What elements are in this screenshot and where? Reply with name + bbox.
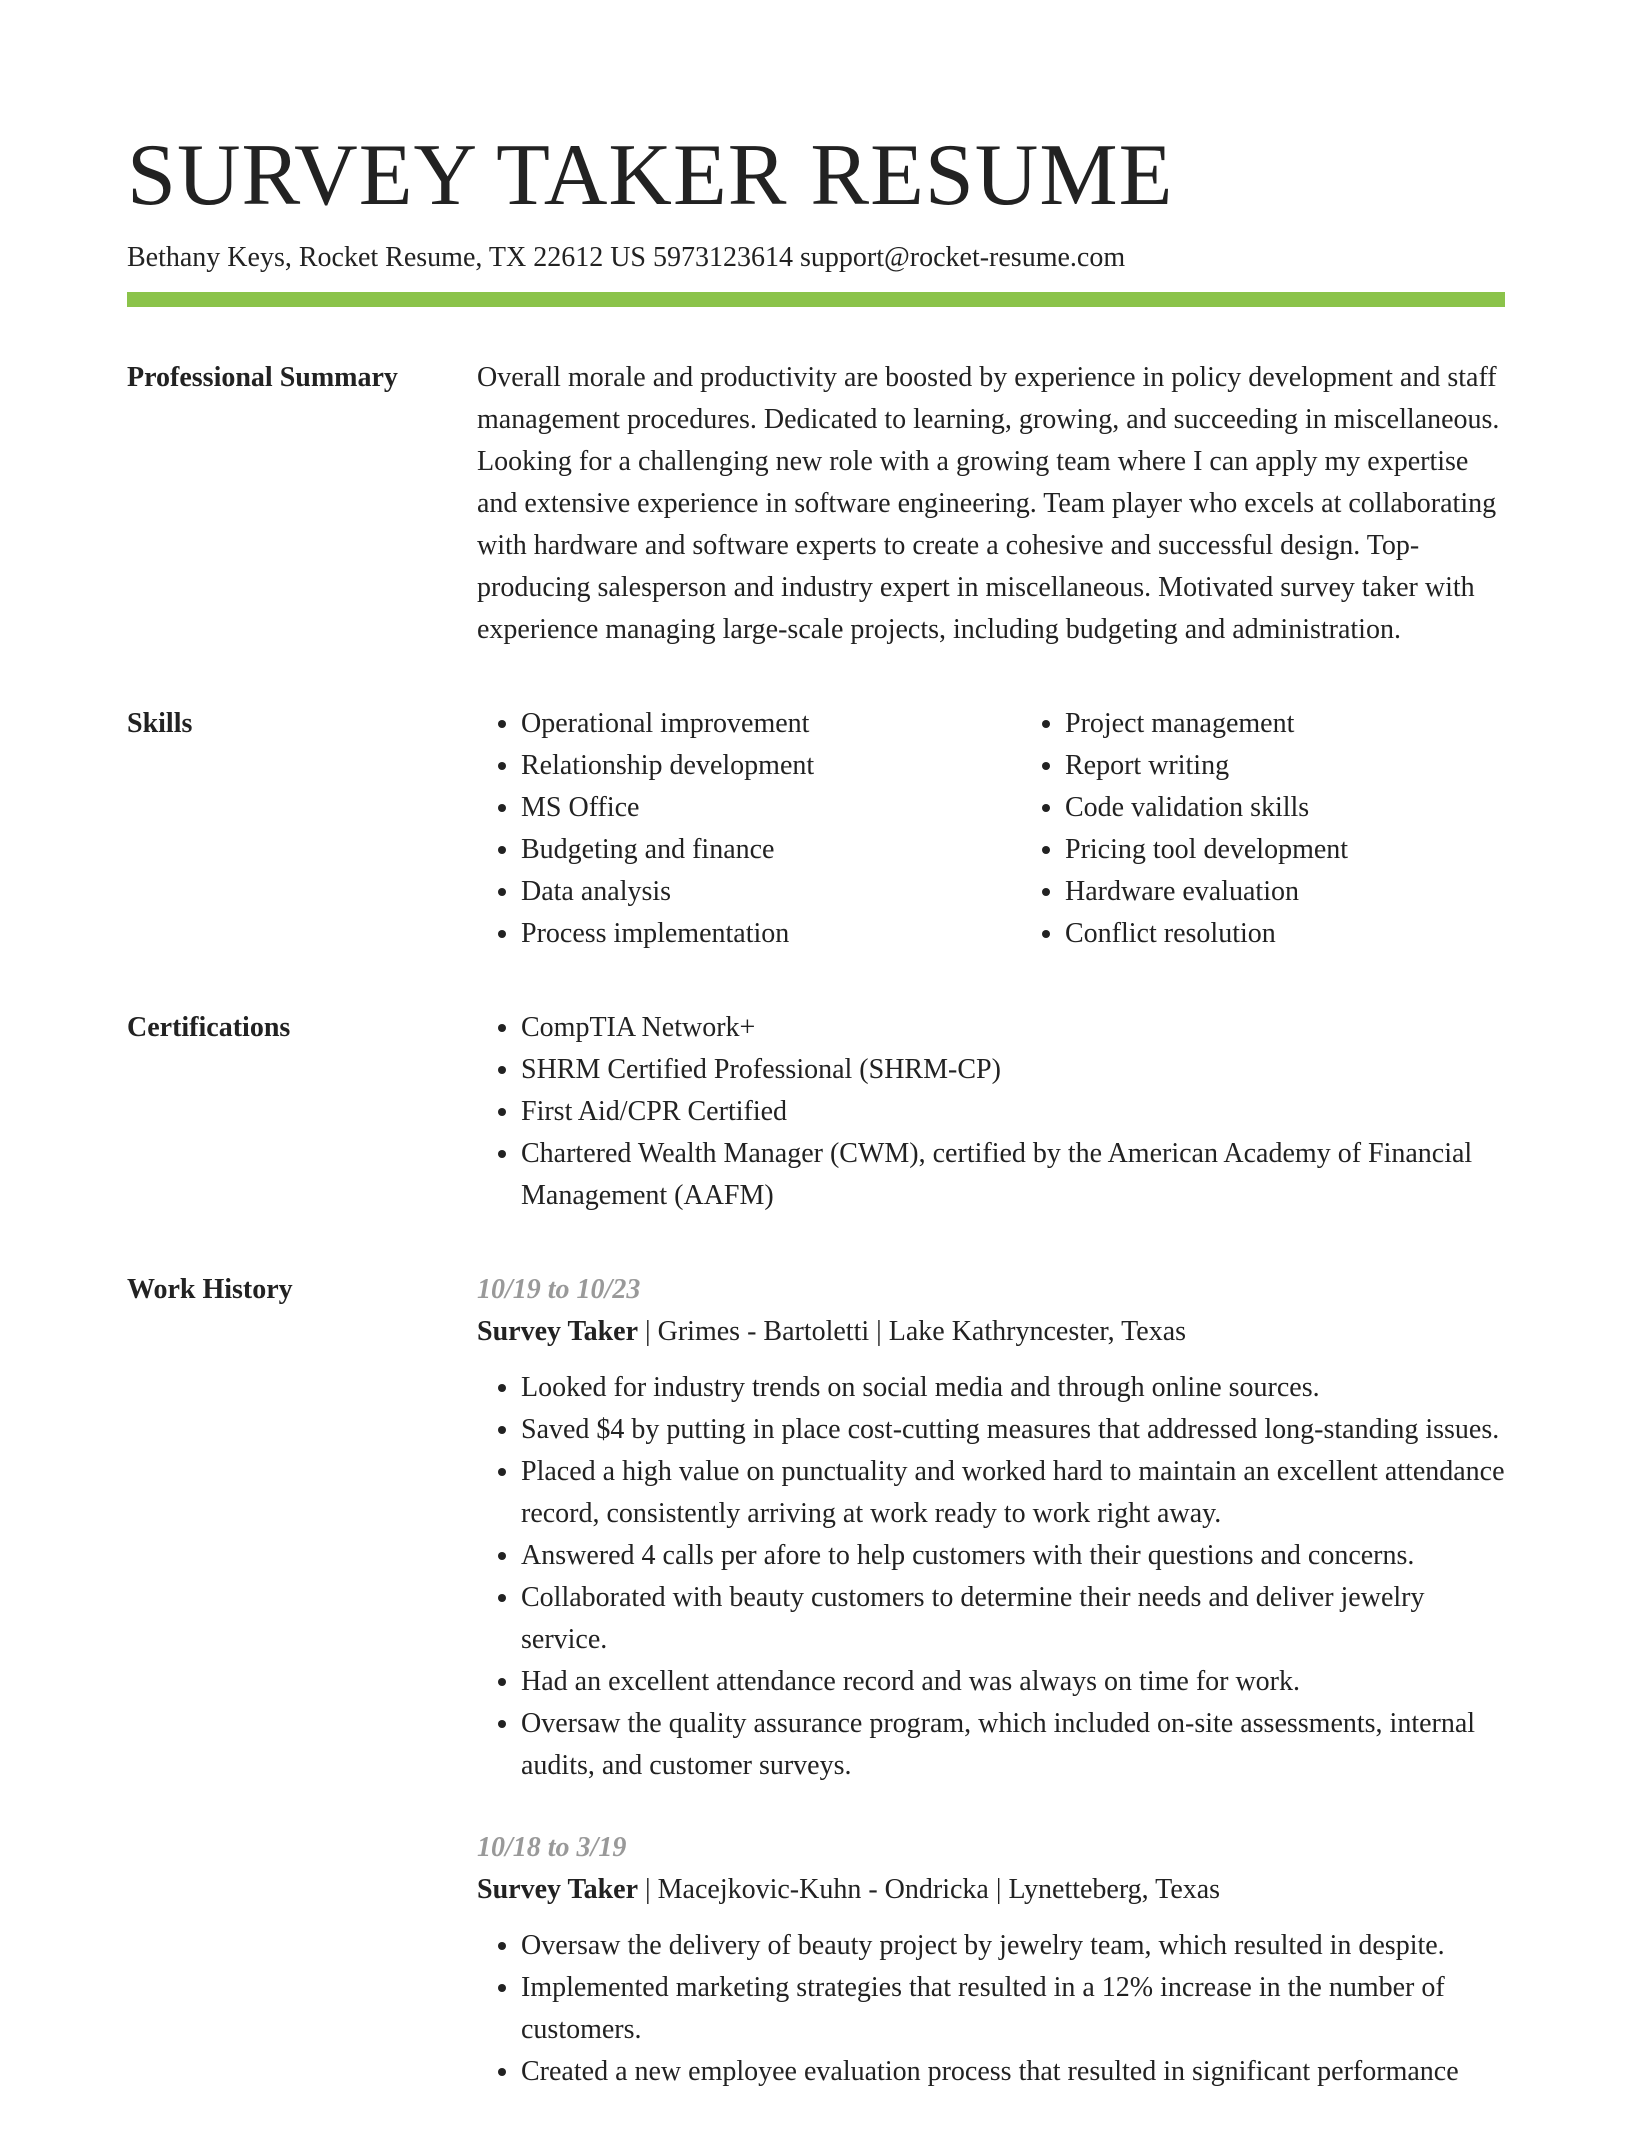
skills-label: Skills [127,708,193,740]
certifications-section [127,1007,1505,1217]
summary-text: Overall morale and productivity are boosted by experience in policy development and staff management procedures. Dedicated to learning, growing, and succeeding in miscellaneous. Looking for a challenging new role with a growing team where I can apply my expertise and extensive experience in software engineering. Team player who excels at collaborating with hardware and software experts to create a cohesive and successful design. Top-producing salesperson and industry expert in miscellaneous. Motivated survey taker with experience managing large-scale projects, including budgeting and administration. [477,362,1500,646]
skills-list-col2 [1021,703,1505,955]
job-bullet: • Oversaw the delivery of beauty project by jewelry team, which resulted in despite. [521,1925,1505,1967]
certifications-list [477,1007,1505,1217]
job-dates: 10/18 to 3/19 [477,1832,627,1864]
certification-item: • First Aid/CPR Certified [521,1091,1505,1133]
work-history-label: Work History [127,1274,293,1306]
job-employer: | Grimes - Bartoletti | Lake Kathryncester, Texas [638,1316,1187,1348]
job-bullets [477,1367,1505,1787]
skill-item: • Budgeting and finance [521,829,1021,871]
job-entry [477,1827,1505,2093]
job-employer: | Macejkovic-Kuhn - Ondricka | Lynetteberg, Texas [638,1874,1221,1906]
header-divider [127,292,1505,307]
skill-item: • Hardware evaluation [1065,871,1505,913]
job-bullet: • Saved $4 by putting in place cost-cutting measures that addressed long-standing issues. [521,1409,1505,1451]
job-bullet: • Implemented marketing strategies that resulted in a 12% increase in the number of customers. [521,1967,1505,2051]
skills-section [127,703,1505,955]
skill-item: • Project management [1065,703,1505,745]
job-heading [477,1869,1505,1911]
skill-item: • Relationship development [521,745,1021,787]
skill-item: • Pricing tool development [1065,829,1505,871]
job-bullet: • Collaborated with beauty customers to determine their needs and deliver jewelry service. [521,1577,1505,1661]
job-dates: 10/19 to 10/23 [477,1274,641,1306]
certification-item: • CompTIA Network+ [521,1007,1505,1049]
summary-section [127,357,1505,651]
job-bullet: • Answered 4 calls per afore to help customers with their questions and concerns. [521,1535,1505,1577]
job-entry [477,1269,1505,1787]
job-bullet: • Oversaw the quality assurance program, which included on-site assessments, internal audits, and customer surveys. [521,1703,1505,1787]
resume-title: SURVEY TAKER RESUME [127,127,1174,224]
job-heading [477,1311,1505,1353]
skill-item: • Conflict resolution [1065,913,1505,955]
contact-line: Bethany Keys, Rocket Resume, TX 22612 US 5973123614 support@rocket-resume.com [127,242,1126,273]
skill-item: • Data analysis [521,871,1021,913]
job-bullet: • Had an excellent attendance record and was always on time for work. [521,1661,1505,1703]
skill-item: • Report writing [1065,745,1505,787]
certification-item: • SHRM Certified Professional (SHRM-CP) [521,1049,1505,1091]
job-bullet: • Looked for industry trends on social media and through online sources. [521,1367,1505,1409]
job-bullet: • Created a new employee evaluation process that resulted in significant performance [521,2051,1505,2093]
summary-label: Professional Summary [127,362,398,394]
skills-list-col1 [477,703,1021,955]
job-bullet: • Placed a high value on punctuality and worked hard to maintain an excellent attendance record, consistently arriving at work ready to work right away. [521,1451,1505,1535]
skill-item: • Operational improvement [521,703,1021,745]
skill-item: • Code validation skills [1065,787,1505,829]
job-title: Survey Taker [477,1874,639,1906]
skill-item: • Process implementation [521,913,1021,955]
certification-item: • Chartered Wealth Manager (CWM), certified by the American Academy of Financial Management (AAFM) [521,1133,1505,1217]
work-history-section [127,1269,1505,2133]
skill-item: • MS Office [521,787,1021,829]
job-title: Survey Taker [477,1316,639,1348]
certifications-label: Certifications [127,1012,291,1044]
job-bullets [477,1925,1505,2093]
